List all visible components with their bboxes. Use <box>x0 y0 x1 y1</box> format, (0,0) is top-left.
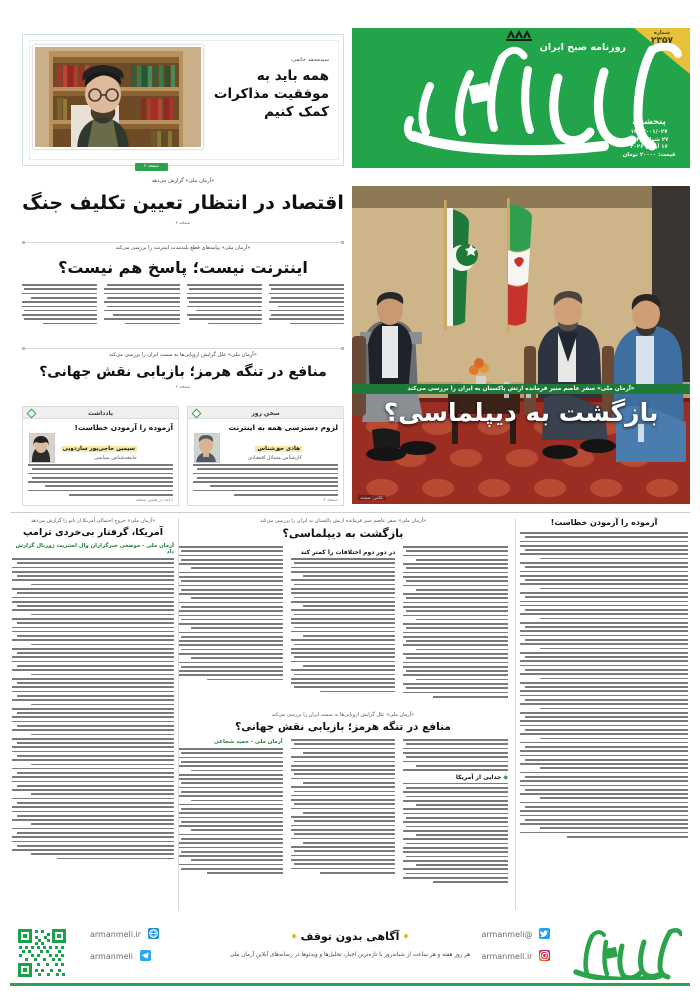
center-right-headline[interactable]: بازگشت به دیپلماسی؟ <box>282 527 404 540</box>
top-feature-headline[interactable]: همه باید به موفقیت مذاکرات کمک کنیم <box>213 68 329 121</box>
opinion-left-text <box>28 464 173 496</box>
left-kicker: «آرمان ملی» خروج احتمالی آمریکا از ناتو را گزارش می‌دهد <box>30 518 156 524</box>
divider-dot-b-left <box>22 347 25 350</box>
footer-telegram-handle: armanmeli <box>90 952 133 961</box>
footer-title: ◆ آگاهی بدون توقف ◆ <box>291 930 409 943</box>
column-rule-1 <box>515 518 516 910</box>
opinion-right-footer: صفحه ۲ <box>323 498 338 503</box>
center-col-1 <box>178 546 283 700</box>
block-b-headline[interactable]: اینترنت نیست؛ پاسخ هم نیست؟ <box>58 258 308 277</box>
opinion-left-title[interactable]: آزموده را آزمودن خطاست! <box>74 423 173 432</box>
main-photo-kicker: «آرمان ملی» سفر عاصم منیر فرمانده ارتش پاکستان به ایران را بررسی می‌کند <box>352 384 690 394</box>
block-a-headline[interactable]: اقتصاد در انتظار تعیین تکلیف جنگ <box>22 192 344 214</box>
top-feature-more-label: صفحه ۲ <box>135 163 168 171</box>
headline-block-economy[interactable] <box>22 176 344 238</box>
headline-block-hormuz[interactable] <box>22 352 344 394</box>
opinion-left-section: یادداشت <box>88 410 113 417</box>
date-weekday: پنجشنبه <box>632 117 666 128</box>
main-photo-headline[interactable]: بازگشت به دیپلماسی؟ <box>383 398 659 427</box>
divider-dot-a-right <box>341 241 344 244</box>
center-low-sub1: ◆ جدایی از آمریکا <box>455 773 508 781</box>
globe-icon <box>148 928 159 939</box>
footer-instagram-handle: armanmeli.ir <box>481 952 533 961</box>
masthead-date <box>614 116 684 160</box>
issue-badge <box>638 31 686 46</box>
diamond-right-icon: ◆ <box>291 932 297 940</box>
top-feature-card[interactable] <box>22 34 344 169</box>
left-text <box>12 543 174 859</box>
qr-code[interactable] <box>16 927 68 979</box>
center-low-col-1 <box>178 739 283 885</box>
column-rule-2 <box>178 518 179 910</box>
headline-block-internet[interactable] <box>22 245 344 345</box>
block-c-headline[interactable]: منافع در تنگه هرمز؛ بازیابی نقش جهانی؟ <box>39 364 327 380</box>
opinion-right-body <box>187 419 344 506</box>
price-label: قیمت: ۲۰۰۰۰ تومان <box>622 152 676 159</box>
date-solar: ۱۴۰۵/۰۰۱/۰۲۷ <box>630 128 668 135</box>
column-left <box>12 518 174 862</box>
opinion-right-author: هادی حق‌شناس <box>257 446 300 452</box>
opinion-right-title[interactable]: لزوم دسترسی همه به اینترنت <box>228 423 338 432</box>
opinion-left-body <box>22 419 179 506</box>
center-low-kicker: «آرمان ملی» علل گرایش اروپایی‌ها به سمت ایران را بررسی می‌کند <box>271 712 415 719</box>
masthead-tagline: روزنامه صبح ایران <box>539 42 626 53</box>
footer-twitter-handle: @armanmeli <box>481 930 533 939</box>
center-low-headline[interactable]: منافع در تنگه هرمز؛ بازیابی نقش جهانی؟ <box>235 721 451 734</box>
left-headline[interactable]: آمریکا، گرفتار بی‌خردی ترامپ <box>23 527 163 538</box>
opinion-left-footer: ادامه در همین صفحه <box>135 498 173 503</box>
date-gregorian: ۱۶ آپریل ۲۰۲۶ <box>630 144 668 151</box>
opinion-card-sokhan-rooz[interactable] <box>187 406 344 506</box>
opinion-card-yaddasht[interactable] <box>22 406 179 506</box>
column-far-right <box>520 518 688 840</box>
footer-bar <box>10 922 690 986</box>
opinion-right-role: کارشناس مسائل اقتصادی <box>248 455 302 461</box>
top-feature-more[interactable] <box>135 152 168 171</box>
divider-dot-a-left <box>22 241 25 244</box>
divider-dot-b-right <box>341 347 344 350</box>
far-right-headline[interactable]: آزموده را آزمودن خطاست! <box>550 518 658 527</box>
center-right-sub1: در دور دوم اختلافات را کمتر کند <box>300 549 396 556</box>
divider-b <box>22 348 344 349</box>
block-c-kicker: «آرمان ملی» علل گرایش اروپایی‌ها به سمت ایران را بررسی می‌کند <box>109 352 257 358</box>
block-b-kicker: «آرمان ملی» پیامدهای قطع بلندمدت اینترنت را بررسی می‌کند <box>115 245 251 251</box>
left-lead: آرمان ملی - موضعی خبرگزاران وال استریت ژورنال گزارش داد <box>15 543 174 555</box>
top-feature-photo <box>33 45 203 149</box>
lower-divider <box>10 512 690 513</box>
center-low-col-3 <box>403 739 508 885</box>
opinion-right-header <box>187 406 344 419</box>
center-low-col-2 <box>291 739 396 885</box>
diamond-left-icon: ◆ <box>403 932 409 940</box>
center-low-lead: آرمان ملی - حمید شجاعی <box>213 739 283 746</box>
issue-label: شماره <box>654 30 670 36</box>
opinion-left-header <box>22 406 179 419</box>
masthead <box>352 28 690 168</box>
block-a-kicker: «آرمان ملی» گزارش می‌دهد <box>151 178 215 184</box>
opinion-right-text <box>193 464 338 496</box>
main-photo <box>352 186 690 504</box>
center-col-3 <box>403 546 508 700</box>
main-photo-block[interactable] <box>352 186 690 504</box>
block-a-page-tag: صفحه ۳ <box>175 221 191 227</box>
opinion-right-section: سخن روز <box>251 410 280 417</box>
opinion-right-avatar <box>194 433 220 463</box>
footer-website-url: armanmeli.ir <box>90 930 142 939</box>
footer-website[interactable] <box>90 928 159 939</box>
top-feature-text <box>211 57 329 122</box>
opinion-left-avatar <box>29 433 55 463</box>
block-c-page-tag: صفحه ۲ <box>175 385 191 391</box>
far-right-text <box>520 532 688 838</box>
opinion-left-role: جامعه‌شناس سیاسی <box>94 455 137 461</box>
footer-telegram[interactable] <box>90 950 151 961</box>
date-lunar: ۲۷ شوال ۱۴۴۷ <box>629 136 669 143</box>
column-center <box>178 518 508 886</box>
footer-subtitle: هر روز هفته و هر ساعت از شبانه‌روز با تازه‌ترین اخبار، تحلیل‌ها و ویدئوها در رسانه‌های آنلاین آرمان ملی <box>229 952 471 958</box>
block-b-body <box>22 284 344 340</box>
telegram-icon <box>140 950 151 961</box>
center-col-2 <box>291 546 396 700</box>
main-photo-credit: عکس: صفحه <box>360 495 384 500</box>
top-feature-kicker: سیدمحمد خاتمی: <box>290 57 329 63</box>
divider-a <box>22 242 344 243</box>
opinion-left-author: سیمین حاجی‌پور ساردویی <box>62 446 135 452</box>
center-right-kicker: «آرمان ملی» سفر عاصم منیر فرمانده ارتش پاکستان به ایران را بررسی می‌کند <box>259 518 427 524</box>
issue-number: ۲۳۵۷ <box>651 35 673 46</box>
